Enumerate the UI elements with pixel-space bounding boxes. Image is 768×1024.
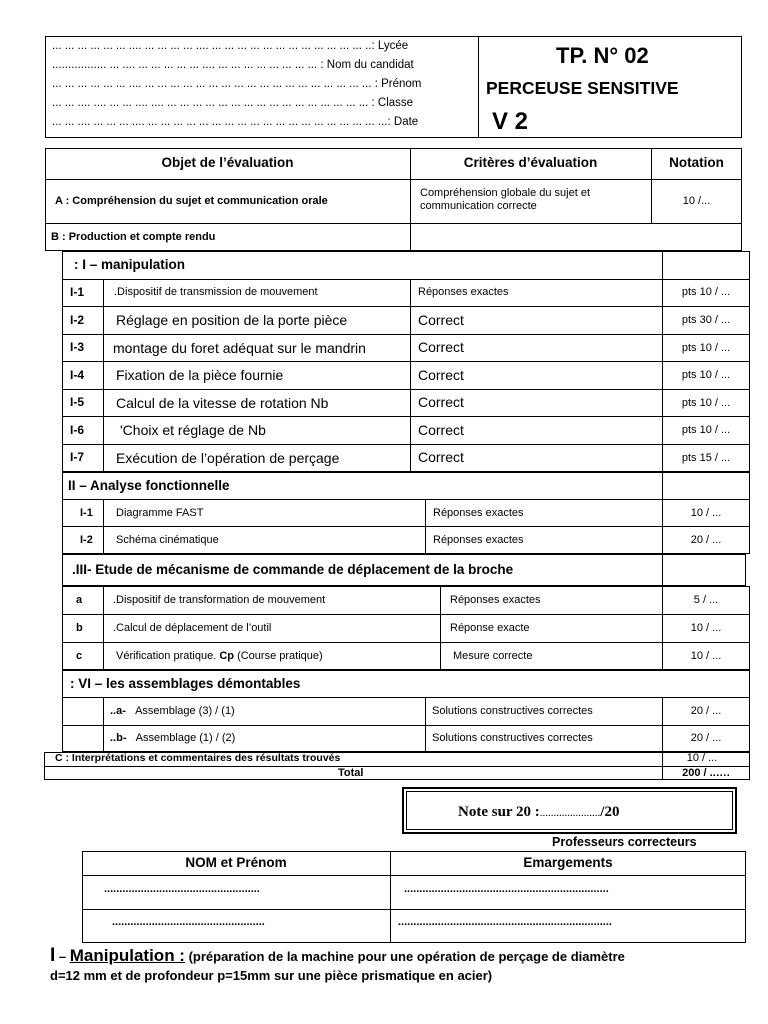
section-1-prefix: : xyxy=(74,257,83,272)
row-task: Calcul de la vitesse de rotation Nb xyxy=(116,395,329,411)
table-rule xyxy=(45,223,742,224)
row-points: pts 10 / ... xyxy=(681,424,731,436)
row-points: pts 30 / ... xyxy=(681,314,731,326)
row-task: Réglage en position de la porte pièce xyxy=(116,312,348,328)
row-code: I-4 xyxy=(70,368,85,382)
table-rule xyxy=(62,416,750,417)
col-notation-header: Notation xyxy=(669,155,724,170)
row-criteria: Réponse exacte xyxy=(450,622,530,634)
row-criteria: Correct xyxy=(418,312,464,328)
field-nom-dots: ................. ... .... ... ... ... ... ... .... ... ... ... ... ... ... ... ... : xyxy=(52,59,324,71)
row-criteria: Solutions constructives correctes xyxy=(432,732,593,744)
note-field[interactable] xyxy=(458,803,619,822)
field-date-dots: ... ... .... ... ... ... .... ... ... ... ... ... ... ... ... ... ... ... ... ... ... ... ... ... ... ...: xyxy=(52,116,391,128)
row-code: a xyxy=(76,594,83,606)
row-task-bold: Cp xyxy=(219,650,235,662)
row-points: pts 10 / ... xyxy=(681,342,731,354)
table-rule xyxy=(62,361,750,362)
total-points: 200 / ..…. xyxy=(682,767,730,779)
table-rule xyxy=(62,279,750,280)
row-task xyxy=(110,704,235,718)
row-task: Exécution de l’opération de perçage xyxy=(116,450,340,466)
row-task: Diagramme FAST xyxy=(116,507,204,519)
row-task-text: Assemblage (3) / (1) xyxy=(135,705,235,717)
table-rule xyxy=(425,499,426,554)
col-criteria-header: Critères d’évaluation xyxy=(463,155,598,170)
row-points: 10 / ... xyxy=(690,507,722,519)
table-rule xyxy=(62,444,750,445)
version-label: V 2 xyxy=(492,108,529,135)
row-task-prefix: ..a- xyxy=(110,705,126,717)
table-rule xyxy=(44,766,750,767)
table-rule xyxy=(62,614,750,615)
row-a-points: 10 /... xyxy=(682,195,711,207)
heading-text: (préparation de la machine pour une opération de perçage de diamètre xyxy=(184,949,625,964)
row-points: 20 / ... xyxy=(690,534,722,546)
row-code: I-5 xyxy=(70,395,85,409)
section-4-title: : VI – les assemblages démontables xyxy=(70,676,301,691)
section-2-title: II – Analyse fonctionnelle xyxy=(68,478,230,493)
note-label: Note sur 20 : xyxy=(458,804,540,820)
field-classe-label: Classe xyxy=(377,97,414,109)
table-rule xyxy=(662,554,663,586)
row-criteria: Solutions constructives correctes xyxy=(432,705,593,717)
manipulation-heading xyxy=(50,947,625,966)
field-date-label: Date xyxy=(393,116,419,128)
row-task-text: Assemblage (1) / (2) xyxy=(135,732,236,744)
row-task-prefix: ..b- xyxy=(110,732,127,744)
table-rule xyxy=(440,586,441,670)
section-1-title-text: I – manipulation xyxy=(82,257,186,272)
row-criteria: Correct xyxy=(418,339,464,355)
prof-name-2[interactable]: .................................................. xyxy=(112,916,265,928)
row-task: Schéma cinématique xyxy=(116,534,219,546)
field-lycee[interactable] xyxy=(52,39,408,53)
tp-title: TP. N° 02 xyxy=(556,43,649,68)
row-task: .Dispositif de transmission de mouvement xyxy=(114,286,318,298)
field-nom[interactable] xyxy=(52,58,414,72)
table-rule xyxy=(82,875,746,876)
row-criteria: Correct xyxy=(418,449,464,465)
row-points: pts 15 / ... xyxy=(681,452,731,464)
row-points: 10 / ... xyxy=(690,650,722,662)
row-points: pts 10 / ... xyxy=(681,369,731,381)
row-task xyxy=(110,731,235,745)
prof-sign-2[interactable]: ...................................................................... xyxy=(398,916,612,928)
row-task: Fixation de la pièce fournie xyxy=(116,367,284,383)
table-rule xyxy=(62,526,750,527)
table-rule xyxy=(62,642,750,643)
table-rule xyxy=(62,697,750,698)
section-1-title xyxy=(74,258,185,272)
field-classe[interactable] xyxy=(52,96,413,110)
row-task xyxy=(116,649,323,663)
subject-title: PERCEUSE SENSITIVE xyxy=(486,78,679,98)
row-a-criteria: Compréhension globale du sujet et communication correcte xyxy=(420,187,591,212)
field-prenom[interactable] xyxy=(52,77,421,91)
field-lycee-dots: ... ... ... ... ... ... .... ... ... ... ... .... ... ... ... ... ... ... ... ... ... ... ... ... ..: xyxy=(52,40,375,52)
row-task-main: Vérification pratique. xyxy=(116,650,220,662)
section-3-title: .III- Etude de mécanisme de commande de déplacement de la broche xyxy=(72,562,514,577)
col-object-header: Objet de l’évaluation xyxy=(161,155,294,170)
field-date[interactable] xyxy=(52,115,418,129)
row-code: I-2 xyxy=(70,313,85,327)
field-prenom-dots: ... ... ... ... ... ... .... ... ... ... ... ... ... ... ... ... ... ... ... ... ... ... ... ... ... : xyxy=(52,78,378,90)
col-name-header: NOM et Prénom xyxy=(185,855,287,870)
row-b-label: B : Production et compte rendu xyxy=(51,231,216,243)
total-label: Total xyxy=(338,767,364,779)
prof-name-1[interactable]: ................................................... xyxy=(104,883,260,895)
row-code: I-1 xyxy=(70,285,85,299)
table-rule xyxy=(62,499,750,500)
table-rule xyxy=(62,334,750,335)
row-points: 20 / ... xyxy=(690,705,722,717)
heading-title: Manipulation : xyxy=(69,946,185,965)
field-nom-label: Nom du candidat xyxy=(326,59,414,71)
table-rule xyxy=(62,725,750,726)
row-points: pts 10 / ... xyxy=(681,286,731,298)
row-points: 5 / ... xyxy=(693,594,719,606)
col-sign-header: Emargements xyxy=(523,855,613,870)
field-classe-dots: ... ... .... .... ... ... .... .... ... ... ... ... ... ... ... ... ... ... ... ... ... ... ... ... : xyxy=(52,97,375,109)
heading-roman: I xyxy=(50,945,56,966)
row-task: .Dispositif de transformation de mouvement xyxy=(113,594,326,606)
row-criteria: Réponses exactes xyxy=(450,594,541,606)
row-task: 'Choix et réglage de Nb xyxy=(120,422,266,438)
row-code: I-6 xyxy=(70,423,85,437)
table-rule xyxy=(45,179,742,180)
row-points: 10 / ... xyxy=(690,622,722,634)
field-lycee-label: Lycée xyxy=(377,40,409,52)
row-code: I-1 xyxy=(80,507,93,519)
row-criteria: Mesure correcte xyxy=(453,650,533,662)
prof-sign-1[interactable]: ................................................................... xyxy=(404,883,609,895)
header-divider xyxy=(478,36,479,138)
professors-title: Professeurs correcteurs xyxy=(552,835,697,849)
field-prenom-label: Prénom xyxy=(381,78,422,90)
row-c-label: C : Interprétations et commentaires des résultats trouvés xyxy=(55,752,341,764)
row-a-label: A : Compréhension du sujet et communication orale xyxy=(55,195,328,207)
row-task: .Calcul de déplacement de l’outil xyxy=(113,622,272,634)
row-criteria: Réponses exactes xyxy=(433,534,524,546)
row-points: pts 10 / ... xyxy=(681,397,731,409)
row-task: montage du foret adéquat sur le mandrin xyxy=(113,340,366,356)
table-rule xyxy=(82,909,746,910)
table-rule xyxy=(62,389,750,390)
heading-dash: – xyxy=(55,949,70,964)
table-rule xyxy=(103,697,104,752)
table-rule xyxy=(103,499,104,554)
row-c-points: 10 / ... xyxy=(686,752,718,764)
table-rule xyxy=(103,586,104,670)
row-criteria: Correct xyxy=(418,394,464,410)
row-code: I-3 xyxy=(70,340,85,354)
row-code: I-7 xyxy=(70,450,85,464)
note-dots: ...................... xyxy=(539,807,601,819)
table-rule xyxy=(62,306,750,307)
note-suffix: /20 xyxy=(600,804,620,820)
row-code: I-2 xyxy=(80,534,93,546)
row-code: c xyxy=(76,650,83,662)
row-task-end: (Course pratique) xyxy=(234,650,323,662)
row-criteria: Réponses exactes xyxy=(418,286,509,298)
row-criteria: Réponses exactes xyxy=(433,507,524,519)
row-criteria: Correct xyxy=(418,367,464,383)
table-rule xyxy=(425,697,426,752)
row-points: 20 / ... xyxy=(690,732,722,744)
row-code: b xyxy=(76,622,83,634)
manipulation-heading-line2: d=12 mm et de profondeur p=15mm sur une pièce prismatique en acier) xyxy=(50,968,493,983)
row-criteria: Correct xyxy=(418,422,464,438)
